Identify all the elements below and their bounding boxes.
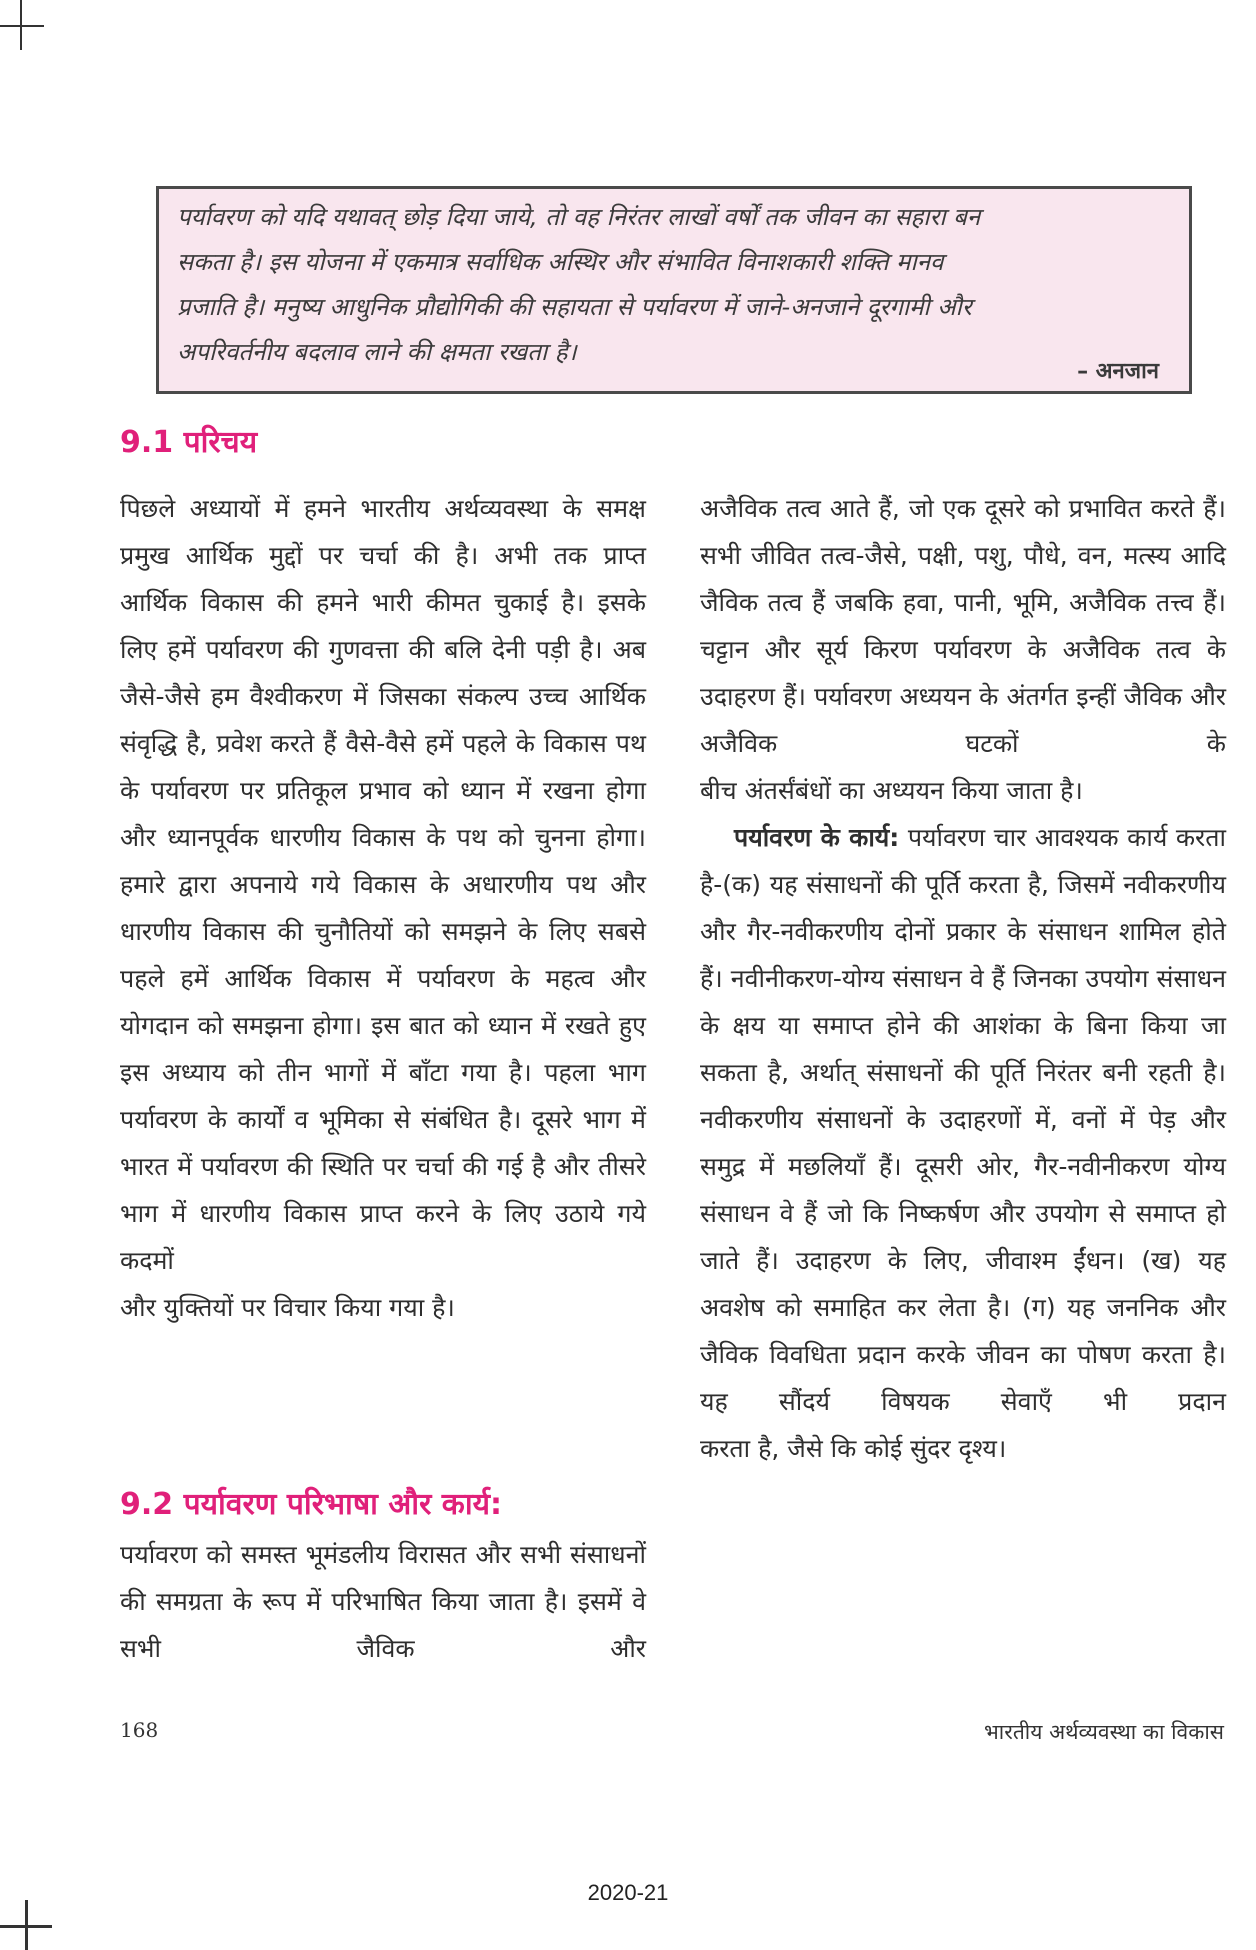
epigraph-line: प्रजाति है। मनुष्य आधुनिक प्रौद्योगिकी की सहायता से पर्यावरण में जाने-अनजाने दूरगामी और — [177, 293, 972, 321]
paragraph-introduction-end: और युक्तियों पर विचार किया गया है। — [120, 1293, 455, 1322]
epigraph-line: पर्यावरण को यदि यथावत् छोड़ दिया जाये, तो वह निरंतर लाखों वर्षों तक जीवन का सहारा बन — [177, 203, 981, 231]
epigraph-line: सकता है। इस योजना में एकमात्र सर्वाधिक अस्थिर और संभावित विनाशकारी शक्ति मानव — [177, 248, 944, 276]
running-footer-title: भारतीय अर्थव्यवस्था का विकास — [984, 1720, 1224, 1744]
paragraph-definition: पर्यावरण को समस्त भूमंडलीय विरासत और सभी संसाधनों की समग्रता के रूप में परिभाषित किया जाता है। इसमें वे सभी जैविक और — [120, 1540, 646, 1663]
paragraph-introduction: पिछले अध्यायों में हमने भारतीय अर्थव्यवस्था के समक्ष प्रमुख आर्थिक मुद्दों पर चर्चा की है। अभी तक प्राप्त आर्थिक विकास की हमने भारी कीमत चुकाई है। इसके लिए हमें पर्यावरण की गुणवत्ता की बलि देनी पड़ी है। अब जैसे-जैसे हम वैश्वीकरण में जिसका संकल्प उच्च आर्थिक संवृद्धि है, प्रवेश करते हैं वैसे-वैसे हमें पहले के विकास पथ के पर्यावरण पर प्रतिकूल प्रभाव को ध्यान में रखना होगा और ध्यानपूर्वक धारणीय विकास के पथ को चुनना होगा। हमारे द्वारा अपनाये गये विकास के अधारणीय पथ और धारणीय विकास की चुनौतियों को समझने के लिए सबसे पहले हमें आर्थिक विकास में पर्यावरण के महत्व और योगदान को समझना होगा। इस बात को ध्यान में रखते हुए इस अध्याय को तीन भागों में बाँटा गया है। पहला भाग पर्यावरण के कार्यों व भूमिका से संबंधित है। दूसरे भाग में भारत में पर्यावरण की स्थिति पर चर्चा की गई है और तीसरे भाग में धारणीय विकास प्राप्त करने के लिए उठाये गये कदमों — [120, 494, 647, 1275]
crop-mark-top-left-v — [20, 0, 22, 50]
page-number: 168 — [120, 1718, 159, 1742]
edition-year: 2020-21 — [587, 1880, 669, 1905]
crop-mark-bottom-left-v — [25, 1900, 28, 1950]
crop-mark-top-left-h — [0, 25, 44, 27]
left-column-lower — [120, 1531, 646, 1672]
section-heading-introduction: 9.1 परिचय — [120, 425, 258, 460]
left-column — [120, 485, 646, 1331]
section-heading-definition: 9.2 पर्यावरण परिभाषा और कार्य: — [120, 1487, 502, 1522]
epigraph-attribution: – अनजान — [1077, 359, 1159, 384]
right-column: अजैविक तत्व आते हैं, जो एक दूसरे को प्रभावित करते हैं। सभी जीवित तत्व-जैसे, पक्षी, पशु, पौधे, वन, मत्स्य आदि जैविक तत्व हैं जबकि हवा, पानी, भूमि, अजैविक तत्त्व हैं। चट्टान और सूर्य किरण पर्यावरण के अजैविक तत्व के उदाहरण हैं। पर्यावरण अध्ययन के अंतर्गत इन्हीं जैविक और अजैविक घटकों के बीच अंतर्संबंधों का अध्ययन किया जाता है। पर्यावरण के कार्य: पर्यावरण चार आवश्यक कार्य करता है-(क) यह संसाधनों की पूर्ति करता है, जिसमें नवीकरणीय और गैर-नवीकरणीय दोनों प्रकार के संसाधन शामिल होते हैं। नवीनीकरण-योग्य संसाधन वे हैं जिनका उपयोग संसाधन के क्षय या समाप्त होने की आशंका के बिना किया जा सकता है, अर्थात् संसाधनों की पूर्ति निरंतर बनी रहती है। नवीकरणीय संसाधनों के उदाहरणों में, वनों में पेड़ और समुद्र में मछलियाँ हैं। दूसरी ओर, गैर-नवीनीकरण योग्य संसाधन वे हैं जो कि निष्कर्षण और उपयोग से समाप्त हो जाते हैं। उदाहरण के लिए, जीवाश्म ईंधन। (ख) यह अवशेष को समाहित कर लेता है। (ग) यह जननिक और जैविक विवधिता प्रदान करके जीवन का पोषण करता है। यह सौंदर्य विषयक सेवाएँ भी प्रदान करता है, जैसे कि कोई सुंदर दृश्य। — [700, 485, 1226, 1472]
functions-label: पर्यावरण के कार्य: — [734, 823, 900, 852]
paragraph-definition-continued: अजैविक तत्व आते हैं, जो एक दूसरे को प्रभावित करते हैं। सभी जीवित तत्व-जैसे, पक्षी, पशु, पौधे, वन, मत्स्य आदि जैविक तत्व हैं जबकि हवा, पानी, भूमि, अजैविक तत्त्व हैं। चट्टान और सूर्य किरण पर्यावरण के अजैविक तत्व के उदाहरण हैं। पर्यावरण अध्ययन के अंतर्गत इन्हीं जैविक और अजैविक घटकों के — [700, 494, 1227, 758]
epigraph-text — [177, 195, 1159, 375]
paragraph-functions: पर्यावरण के कार्य: पर्यावरण चार आवश्यक कार्य करता है-(क) यह संसाधनों की पूर्ति करता है, जिसमें नवीकरणीय और गैर-नवीकरणीय दोनों प्रकार के संसाधन शामिल होते हैं। नवीनीकरण-योग्य संसाधन वे हैं जिनका उपयोग संसाधन के क्षय या समाप्त होने की आशंका के बिना किया जा सकता है, अर्थात् संसाधनों की पूर्ति निरंतर बनी रहती है। नवीकरणीय संसाधनों के उदाहरणों में, वनों में पेड़ और समुद्र में मछलियाँ हैं। दूसरी ओर, गैर-नवीनीकरण योग्य संसाधन वे हैं जो कि निष्कर्षण और उपयोग से समाप्त हो जाते हैं। उदाहरण के लिए, जीवाश्म ईंधन। (ख) यह अवशेष को समाहित कर लेता है। (ग) यह जननिक और जैविक विवधिता प्रदान करके जीवन का पोषण करता है। यह सौंदर्य विषयक सेवाएँ भी प्रदान — [700, 823, 1227, 1416]
epigraph-line: अपरिवर्तनीय बदलाव लाने की क्षमता रखता है। — [177, 338, 577, 366]
epigraph-box — [156, 186, 1192, 394]
